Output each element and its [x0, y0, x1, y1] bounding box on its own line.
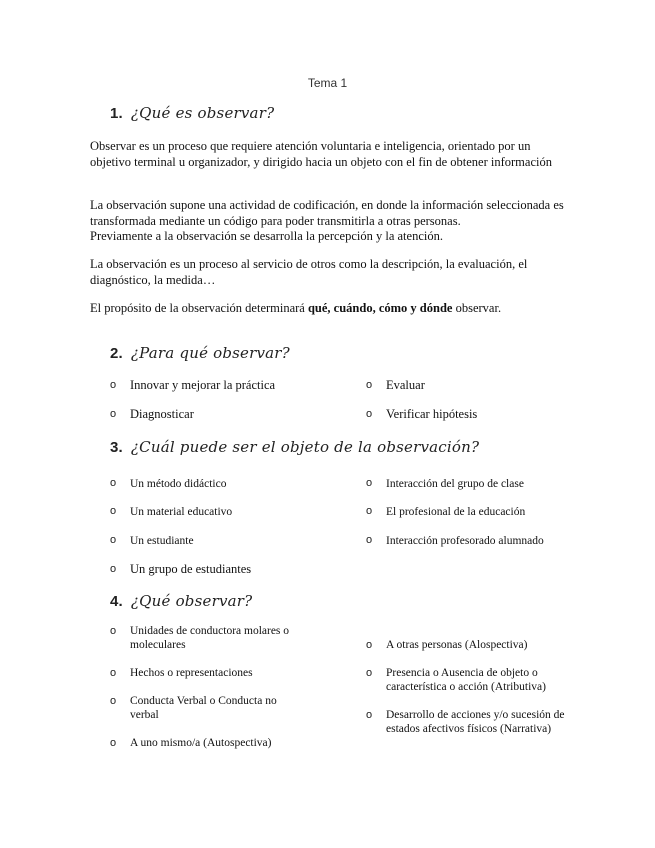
section1-heading-text: ¿Qué es observar?	[130, 104, 275, 122]
list-item: Un grupo de estudiantes	[130, 562, 252, 576]
section1-paragraph-1: Observar es un proceso que requiere atención voluntaria e inteligencia, orientado por un objetivo terminal u organizador, y dirigido hacia un objeto con el fin de obtener información	[90, 139, 552, 169]
list-item: Evaluar	[386, 378, 425, 392]
list-item: Unidades de conductora molares o moleculares	[130, 625, 290, 651]
bullet-icon: o	[110, 563, 117, 575]
bullet-icon: o	[110, 737, 117, 749]
list-item: Un método didáctico	[130, 478, 227, 490]
bullet-icon: o	[110, 505, 117, 517]
list-item: Verificar hipótesis	[386, 407, 478, 421]
bullet-icon: o	[110, 667, 117, 679]
bullet-icon: o	[110, 695, 117, 707]
section1-paragraph-2-line2: Previamente a la observación se desarrolla la percepción y la atención.	[90, 229, 443, 243]
bullet-icon: o	[366, 477, 373, 489]
list-item: Interacción profesorado alumnado	[386, 535, 544, 547]
list-item: Desarrollo de acciones y/o sucesión de estados afectivos físicos (Narrativa)	[386, 709, 565, 735]
bullet-icon: o	[366, 639, 373, 651]
purpose-text-start: El propósito de la observación determinará	[90, 301, 308, 315]
list-item: Interacción del grupo de clase	[386, 478, 524, 490]
section1-paragraph-2-line1: La observación supone una actividad de codificación, en donde la información seleccionada es transformada mediante un código para poder transmitirla a otras personas.	[90, 198, 564, 228]
section2-number: 2.	[110, 345, 123, 362]
section4-heading-text: ¿Qué observar?	[130, 592, 253, 610]
list-item: Innovar y mejorar la práctica	[130, 378, 276, 392]
section1-paragraph-4	[90, 301, 570, 317]
bullet-icon: o	[110, 379, 117, 391]
section2-heading	[110, 344, 290, 362]
list-item: Hechos o representaciones	[130, 667, 253, 679]
bullet-icon: o	[366, 408, 373, 420]
bullet-icon: o	[110, 625, 117, 637]
list-item: Presencia o Ausencia de objeto o característica o acción (Atributiva)	[386, 667, 546, 693]
section3-heading	[110, 438, 479, 456]
bullet-icon: o	[366, 709, 373, 721]
section1-paragraph-2	[90, 198, 570, 245]
list-item: El profesional de la educación	[386, 506, 526, 518]
bullet-icon: o	[110, 534, 117, 546]
list-item: A otras personas (Alospectiva)	[386, 639, 528, 651]
section1-paragraph-3: La observación es un proceso al servicio de otros como la descripción, la evaluación, el diagnóstico, la medida…	[90, 257, 528, 287]
purpose-text-end: observar.	[452, 301, 502, 315]
section2-heading-text: ¿Para qué observar?	[130, 344, 290, 362]
bullet-icon: o	[366, 534, 373, 546]
section1-number: 1.	[110, 105, 123, 122]
section4-number: 4.	[110, 593, 123, 610]
bullet-icon: o	[366, 379, 373, 391]
list-item: Un material educativo	[130, 506, 233, 518]
list-item: Diagnosticar	[130, 407, 194, 421]
list-item: A uno mismo/a (Autospectiva)	[130, 737, 272, 749]
bullet-icon: o	[366, 667, 373, 679]
section3-heading-text: ¿Cuál puede ser el objeto de la observación?	[130, 438, 480, 456]
bullet-icon: o	[110, 408, 117, 420]
bullet-icon: o	[110, 477, 117, 489]
section1-heading	[110, 104, 274, 122]
list-item: Un estudiante	[130, 535, 194, 547]
bullet-icon: o	[366, 505, 373, 517]
list-item: Conducta Verbal o Conducta no verbal	[130, 695, 277, 721]
section3-number: 3.	[110, 439, 123, 456]
page-title: Tema 1	[307, 76, 348, 90]
purpose-bold-text: qué, cuándo, cómo y dónde	[307, 301, 453, 315]
section4-heading	[110, 592, 252, 610]
